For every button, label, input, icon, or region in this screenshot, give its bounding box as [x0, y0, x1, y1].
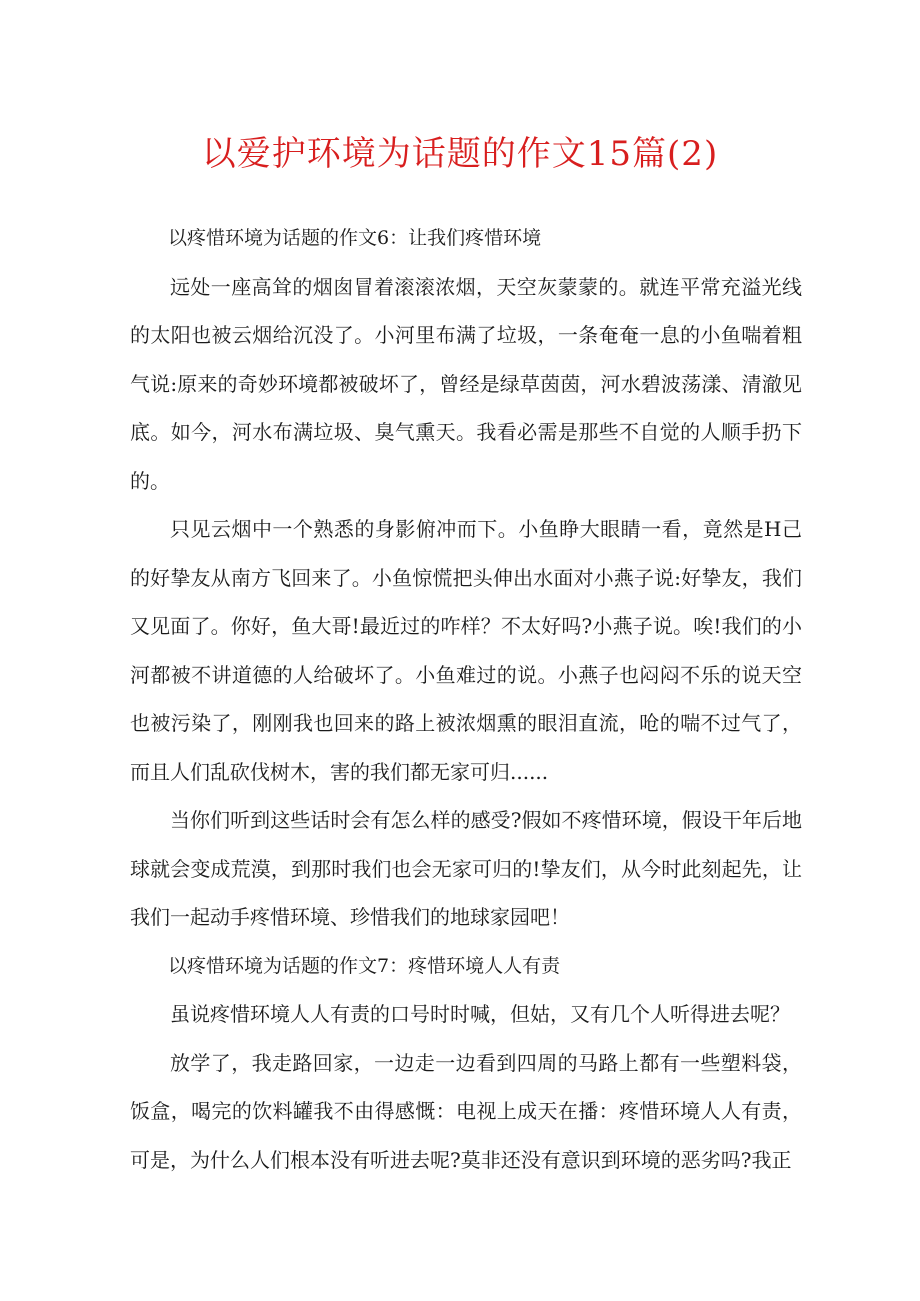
paragraph: 虽说疼惜环境人人有责的口号时时喊，但姑，又有几个人听得进去呢？ [170, 1002, 790, 1026]
essay-7-heading: 以疼惜环境为话题的作文7：疼惜环境人人有责 [168, 954, 561, 977]
document-body [130, 214, 802, 1184]
paragraph: 当你们听到这些话时会有怎么样的感受?假如不疼惜环境，假设干年后地球就会变成荒漠，到那时我们也会无家可归的!挚友们，从今时此刻起先，让我们一起动手疼惜环境、珍惜我们的地球家园吧！ [130, 808, 802, 929]
paragraph: 放学了，我走路回家，一边走一边看到四周的马路上都有一些塑料袋，饭盒，喝完的饮料罐我不由得感慨：电视上成天在播：疼惜环境人人有责，可是，为什么人们根本没有听进去呢?莫非还没有意识到环境的恶劣吗?我正 [130, 1050, 802, 1172]
document-title: 以爱护环境为话题的作文15篇(2) [201, 134, 719, 174]
paragraph: 远处一座高耸的烟囱冒着滚滚浓烟，天空灰蒙蒙的。就连平常充溢光线的太阳也被云烟给沉没了。小河里布满了垃圾，一条奄奄一息的小鱼喘着粗气说:原来的奇妙环境都被破坏了，曾经是绿草茵茵，河水碧波荡漾、清澈见底。如今，河水布满垃圾、臭气熏天。我看必需是那些不自觉的人顺手扔下的。 [130, 274, 802, 493]
paragraph: 只见云烟中一个熟悉的身影俯冲而下。小鱼睁大眼睛一看，竟然是H己的好挚友从南方飞回来了。小鱼惊慌把头伸出水面对小燕子说:好挚友，我们又见面了。你好，鱼大哥!最近过的咋样？不太好吗?小燕子说。唉!我们的小河都被不讲道德的人给破坏了。小鱼难过的说。小燕子也闷闷不乐的说天空也被污染了，刚刚我也回来的路上被浓烟熏的眼泪直流，呛的喘不过气了，而且人们乱砍伐树木，害的我们都无家可归...... [130, 517, 802, 784]
essay-6-heading: 以疼惜环境为话题的作文6：让我们疼惜环境 [168, 227, 542, 249]
